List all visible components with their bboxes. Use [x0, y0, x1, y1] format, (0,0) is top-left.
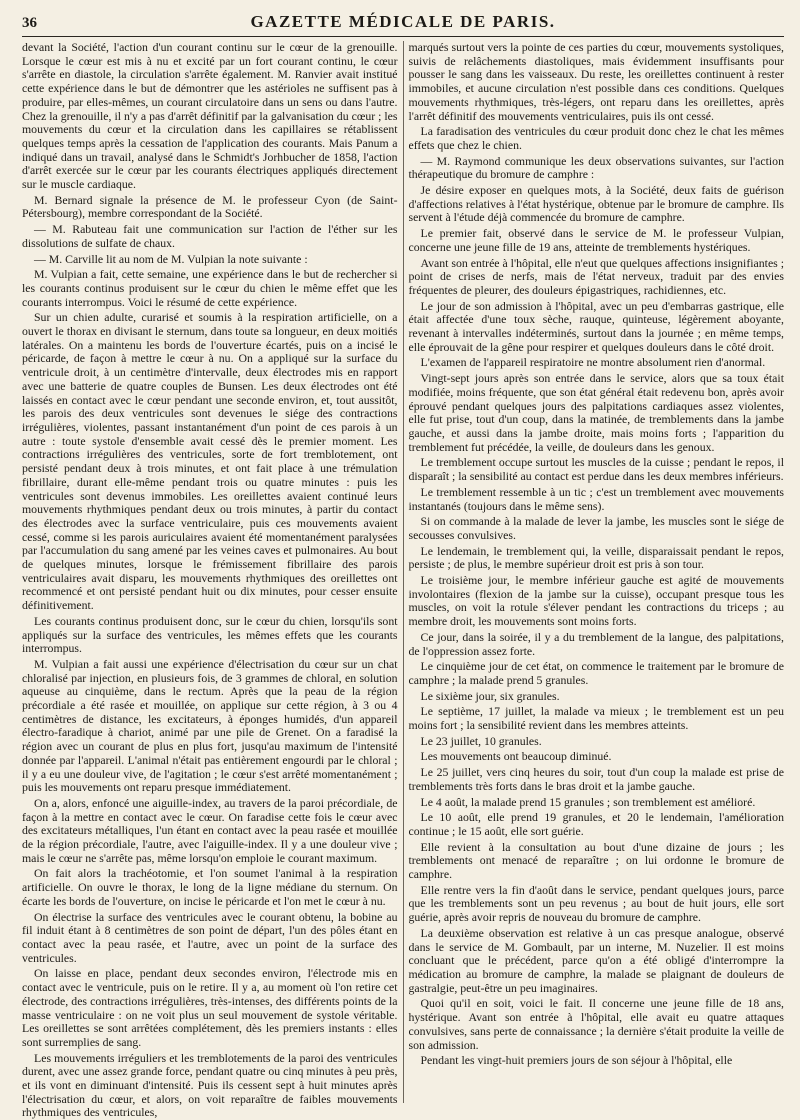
paragraph: Sur un chien adulte, curarisé et soumis à la respiration artificielle, on a ouvert le thorax en divisant le sternum, dans toute sa longueur, en deux moitiés latérales. On a maintenu les bords de l'ouverture écartés, puis on a incisé le péricarde, de façon à mettre le cœur à nu. On a appliqué sur la surface du ventricule droit, à un centimètre d'intervalle, deux électrodes mis en rapport avec une batterie de quatre couples de Bunsen. Les deux électrodes ont été laissés en contact avec le cœur pendant une seconde environ, et, tout aussitôt, les parois des deux ventricules sont devenues le siége des contractions irrégulières, violentes, passant instantanément d'un point de ces parois à un autre : toute systole d'ensemble avait cessé dès le premier moment. Les contractions irrégulières des ventricules, sorte de fort tremblotement, ont persisté pendant deux à trois minutes, et ont fait place à une trémulation fibrillaire, durant elle-même pendant trois ou quatre minutes : puis les ventricules sont devenus immobiles. Les oreillettes avaient continué leurs mouvements rhythmiques pendant deux ou trois minutes, à partir du contact des électrodes avec la surface ventriculaire, puis ces mouvements avaient cessé, comme si les parois auriculaires avaient été momentanément paralysées par l'accumulation du sang amené par les veines caves et pulmonaires. Au bout de quelques minutes, lorsque le frémissement fibrillaire des parois ventriculaires avait disparu, les mouvements rhythmiques des oreillettes ont recommencé et ont persisté pendant huit ou dix minutes, pour cesser ensuite définitivement. — [22, 310, 398, 613]
paragraph: Elle revient à la consultation au bout d'une dizaine de jours ; les tremblements ont menacé de reparaître ; on lui ordonne le bromure de camphre. — [408, 839, 784, 882]
paragraph: Le troisième jour, le membre inférieur gauche est agité de mouvements involontaires (flexion de la jambe sur la cuisse), occupant presque tous les muscles, on voit la rotule s'élever pendant les contractions du triceps ; au membre droit, les mouvements sont moins forts. — [408, 573, 784, 629]
paragraph: Le sixième jour, six granules. — [420, 688, 560, 703]
paragraph: Le lendemain, le tremblement qui, la veille, disparaissait pendant le repos, persiste ; de plus, le membre supérieur droit est pris à son tour. — [408, 543, 784, 572]
paragraph: Vingt-sept jours après son entrée dans le service, alors que sa toux était modifiée, moins fréquente, que son état général était redevenu bon, après avoir éprouvé pendant quelques jours des palpitations cardiaques assez violentes, elle fut prise, tout d'un coup, dans la matinée, de tremblements dans la jambe gauche, et aussi dans la jambe droite, mais moins forts ; l'apparition du tremblement fut précédée, la veille, de douleurs dans les genoux. — [408, 371, 784, 454]
paragraph: Le jour de son admission à l'hôpital, avec un peu d'embarras gastrique, elle était affectée d'une toux sèche, rauque, quinteuse, légèrement aboyante, revenant à intervalles indéterminés, surtout dans la journée ; en même temps, elle éprouvait de la gêne pour respirer et quelques douleurs dans le côté droit. — [408, 298, 784, 354]
paragraph: Le 10 août, elle prend 19 granules, et 20 le lendemain, l'amélioration continue ; le 15 août, elle sort guérie. — [408, 810, 784, 838]
paragraph: Pendant les vingt-huit premiers jours de son séjour à l'hôpital, elle — [420, 1053, 733, 1068]
paragraph: M. Vulpian a fait, cette semaine, une expérience dans le but de rechercher si les courants continus produisent sur le cœur du chien le même effet que les courants interrompus. Voici le résumé de cette expérience. — [22, 267, 398, 309]
paragraph: Elle rentre vers la fin d'août dans le service, pendant quelques jours, parce que les tremblements sont un peu revenus ; au bout de huit jours, elle sort guérie, après avoir repris de nouveau du bromure de camphre. — [408, 882, 784, 925]
paragraph: — M. Raymond communique les deux observations suivantes, sur l'action thérapeutique du bromure de camphre : — [408, 153, 784, 182]
paragraph: Le septième, 17 juillet, la malade va mieux ; le tremblement est un peu moins fort ; la sensibilité revient dans les membres atteints. — [408, 704, 784, 733]
paragraph: — M. Carville lit au nom de M. Vulpian la note suivante : — [34, 251, 308, 266]
paragraph: Si on commande à la malade de lever la jambe, les muscles sont le siége de secousses convulsives. — [408, 514, 784, 542]
paragraph: Le cinquième jour de cet état, on commence le traitement par le bromure de camphre ; la malade prend 5 granules. — [408, 659, 784, 687]
paragraph: Le tremblement occupe surtout les muscles de la cuisse ; pendant le repos, il disparaît ; la sensibilité au contact est perdue dans les deux membres inférieurs. — [408, 455, 784, 484]
paragraph: Le 25 juillet, vers cinq heures du soir, tout d'un coup la malade est prise de tremblements très forts dans le bras droit et la jambe gauche. — [408, 765, 784, 793]
article-columns — [22, 40, 784, 1120]
paragraph: Quoi qu'il en soit, voici le fait. Il concerne une jeune fille de 18 ans, hystérique. Avant son entrée à l'hôpital, elle avait eu quatre attaques convulsives, sans perte de connaissance ; la dernière s'était produite la veille de son admission. — [408, 996, 784, 1052]
paragraph: L'examen de l'appareil respiratoire ne montre absolument rien d'anormal. — [420, 355, 766, 370]
paragraph: Le 23 juillet, 10 granules. — [420, 733, 542, 748]
paragraph: — M. Rabuteau fait une communication sur l'action de l'éther sur les dissolutions de sulfate de chaux. — [22, 222, 398, 250]
paragraph: Le 4 août, la malade prend 15 granules ; son tremblement est amélioré. — [420, 794, 756, 809]
page-number: 36 — [22, 15, 37, 31]
paragraph: Le premier fait, observé dans le service de M. le professeur Vulpian, concerne une jeune fille de 19 ans, atteinte de tremblements hystériques. — [408, 226, 784, 254]
page-header — [22, 12, 784, 37]
paragraph: Je désire exposer en quelques mots, à la Société, deux faits de guérison d'affections relatives à l'état hystérique, obtenue par le bromure de camphre. Ils servent à l'étude déjà commencée du bromure de camphre. — [408, 183, 784, 225]
paragraph: Les mouvements irréguliers et les tremblotements de la paroi des ventricules durent, avec une assez grande force, pendant quatre ou cinq minutes à peu près, et ils vont en diminuant d'intensité. Puis ils cessent sept à huit minutes après l'électrisation du cœur, et alors, on voit reparaître de faibles mouvements rhythmiques des ventricules, — [22, 1050, 398, 1120]
right-column — [408, 41, 784, 1101]
paragraph: On électrise la surface des ventricules avec le courant obtenu, la bobine au fil induit étant à 8 centimètres de son point de départ, l'un des pôles étant en contact avec la peau rasée, et l'autre, avec un point de la surface des ventricules. — [22, 909, 398, 965]
paragraph: On a, alors, enfoncé une aiguille-index, au travers de la paroi précordiale, de façon à la mettre en contact avec le cœur. On faradise cette fois le cœur avec des excitateurs métalliques, l'un étant en contact avec la peau rasée et mouillée de la région précordiale, l'autre, avec l'aiguille-index. Il y a une douleur vive ; mais le cœur ne s'arrête pas, même lorsqu'on emploie le courant maximum. — [22, 795, 398, 865]
paragraph: Les courants continus produisent donc, sur le cœur du chien, lorsqu'ils sont appliqués sur la surface des ventricules, les mêmes effets que les courants interrompus. — [22, 613, 398, 656]
left-column — [22, 40, 398, 1120]
paragraph: Les mouvements ont beaucoup diminué. — [420, 749, 612, 764]
column-divider — [403, 41, 404, 1103]
paragraph: On laisse en place, pendant deux secondes environ, l'électrode mis en contact avec le ventricule, puis on le retire. Il y a, au moment où l'on retire cet électrode, des contractions irrégulières, très-intenses, des différents points de la masse ventriculaire : on ne voit plus un seul mouvement de systole véritable. Les oreillettes se sont arrêtées complétement, dès les premiers instants : elles sont surremplies de sang. — [22, 966, 398, 1049]
paragraph: La deuxième observation est relative à un cas presque analogue, observé dans le service de M. Gombault, par un interne, M. Nuzelier. Il est moins concluant que le précédent, parce qu'on a été obligé d'interrompre la médication au bromure de camphre, la malade se plaignant de douleurs de gastralgie, peut-être un peu imaginaires. — [408, 925, 784, 995]
journal-title: GAZETTE MÉDICALE DE PARIS. — [250, 12, 556, 31]
paragraph: devant la Société, l'action d'un courant continu sur le cœur de la grenouille. Lorsque le cœur est mis à nu et excité par un fort courant continu, le cœur s'arrête en diastole, la circulation s'arrête également. M. Ranvier avait institué cette expérience dans le but de démontrer que les astérioles ne suffisent pas à produire, par elles-mêmes, un courant circulatoire dans un sens ou dans l'autre. Chez la grenouille, il n'y a pas d'arrêt définitif par la galvanisation du cœur ; les mouvements du cœur et la circulation dans les capillaires se rétablissent quelques temps après la cessation de l'application des courants. Mais Panum a indiqué dans un travail, analysé dans le Schmidt's Jorhbucher de 1858, l'action d'arrêt exercée sur le cœur par les courants électriques appliqués directement sur le muscle cardiaque. — [22, 40, 398, 192]
paragraph: Le tremblement ressemble à un tic ; c'est un tremblement avec mouvements instantanés (toujours dans le même sens). — [408, 484, 784, 513]
paragraph: M. Vulpian a fait aussi une expérience d'électrisation du cœur sur un chat chloralisé par injection, en plusieurs fois, de 3 grammes de chloral, en solution aqueuse au cinquième, dans le rectum. Après que la peau de la région précordiale a été rasée et mouillée, on applique sur cette région, à 3 ou 4 centimètres de distance, les excitateurs, à éponges humidés, d'un appareil électro-faradique à chariot, animé par une pile de Grenet. On a faradisé la région avec un courant de plus en plus fort, jusqu'au maximum de l'intensité donnée par l'appareil. L'animal n'était pas entièrement engourdi par le chloral ; il y a eu une douleur vive, de l'agitation ; le cœur s'est arrêté momentanément ; puis les mouvements ont reparu presque immédiatement. — [22, 656, 398, 795]
paragraph: Avant son entrée à l'hôpital, elle n'eut que quelques affections insignifiantes ; point de crises de nerfs, mais de l'état nerveux, traduit par des envies fréquentes de pleurer, des douleurs épigastriques, rachidiennes, etc. — [408, 255, 784, 297]
paragraph: marqués surtout vers la pointe de ces parties du cœur, mouvements systoliques, suivis de relâchements diastoliques, mais évidemment insuffisants pour pousser le sang dans les vaisseaux. Du reste, les oreillettes continuent à rester immobiles, et aucune circulation n'est possible dans ces conditions. Quelques mouvements rhythmiques, très-légers, ont reparu dans les oreillettes, après l'arrêt définitif des mouvements ventriculaires, puis ils ont cessé. — [408, 40, 784, 123]
paragraph: On fait alors la trachéotomie, et l'on soumet l'animal à la respiration artificielle. On ouvre le thorax, le long de la ligne médiane du sternum. On écarte les bords de l'ouverture, on incise le péricarde et l'on met le cœur à nu. — [22, 866, 398, 908]
paragraph: M. Bernard signale la présence de M. le professeur Cyon (de Saint-Pétersbourg), membre correspondant de la Société. — [22, 192, 398, 221]
paragraph: La faradisation des ventricules du cœur produit donc chez le chat les mêmes effets que chez le chien. — [408, 124, 784, 152]
paragraph: Ce jour, dans la soirée, il y a du tremblement de la langue, des palpitations, de l'oppression assez forte. — [408, 629, 784, 658]
